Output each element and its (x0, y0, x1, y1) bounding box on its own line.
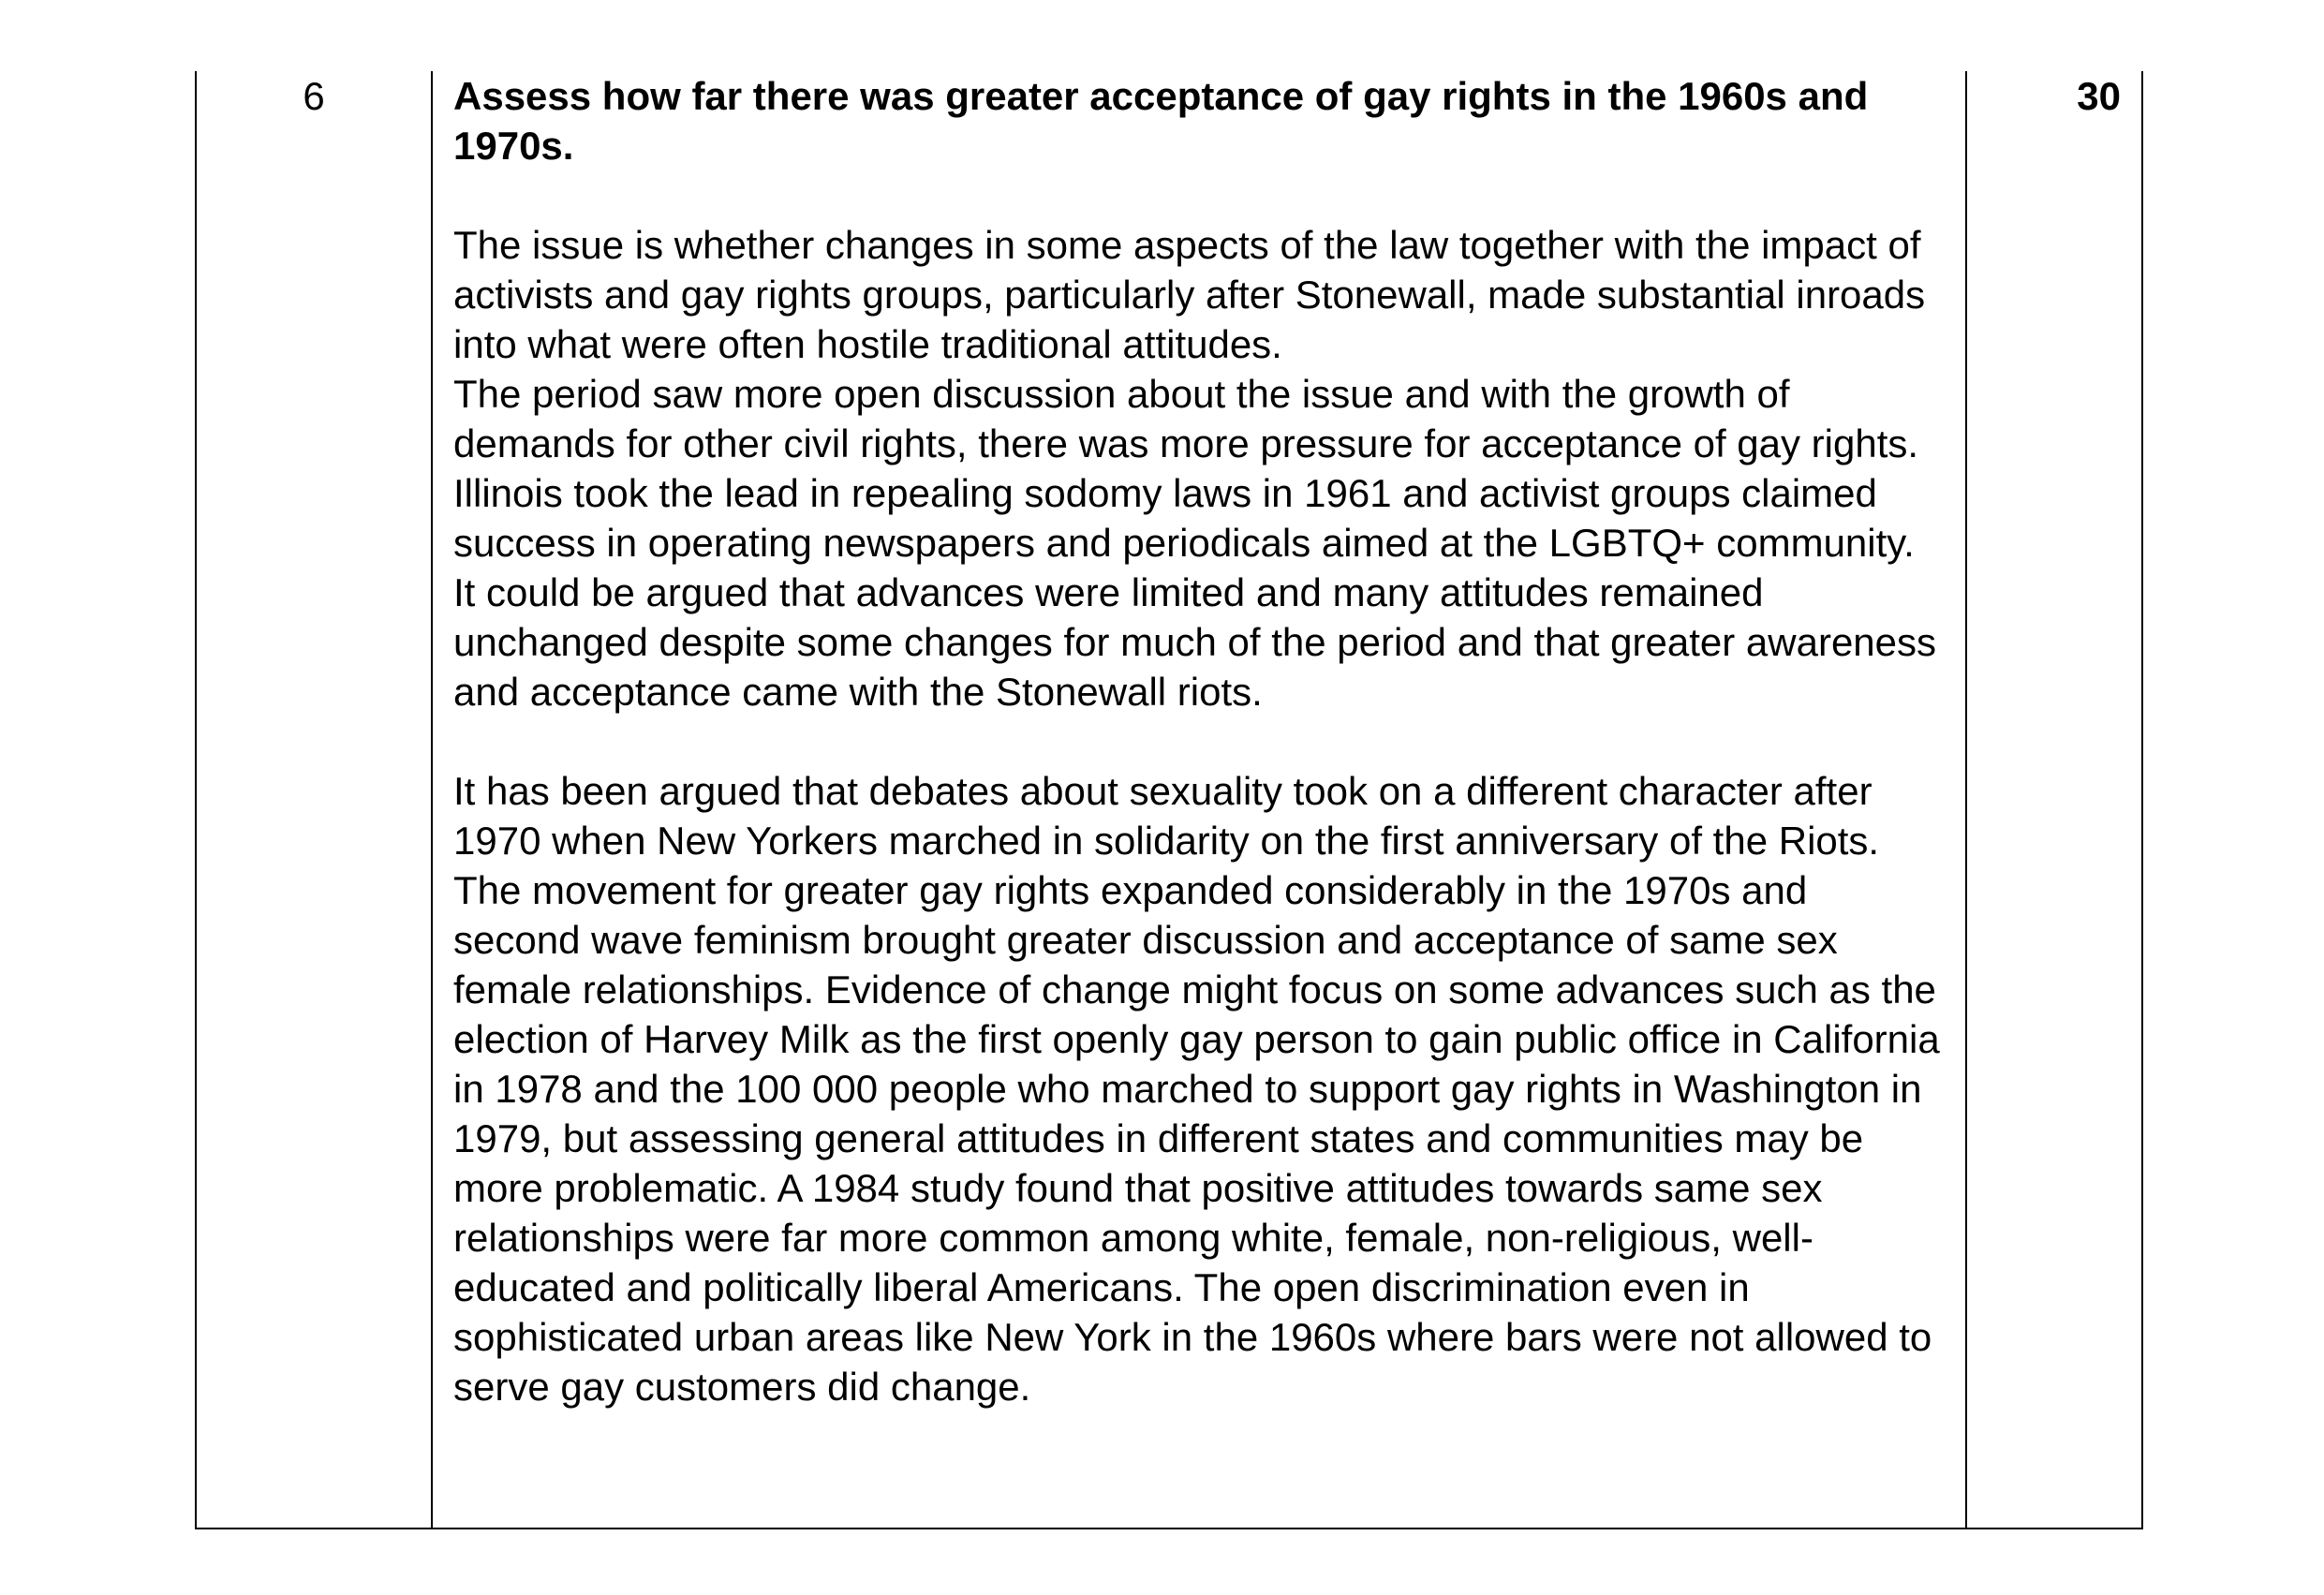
question-number: 6 (303, 74, 325, 118)
spacer (453, 716, 1945, 766)
guidance-paragraph-3: It has been argued that debates about sexuality took on a different character after 1970 when New Yorkers marched in solidarity on the first anniversary of the Riots. The movement for greater gay rights expanded considerably in the 1970s and second wave feminism brought greater discussion and acceptance of same sex female relationships. Evidence of change might focus on some advances such as the election of Harvey Milk as the first openly gay person to gain public office in California in 1978 and the 100 000 people who marched to support gay rights in Washington in 1979, but assessing general attitudes in different states and communities may be more problematic. A 1984 study found that positive attitudes towards same sex relationships were far more common among white, female, non-religious, well-educated and politically liberal Americans. The open discrimination even in sophisticated urban areas like New York in the 1960s where bars were not allowed to serve gay customers did change. (453, 769, 1940, 1409)
marks-cell (1967, 71, 2141, 1528)
marks-value: 30 (2077, 74, 2121, 118)
mark-scheme-table (195, 71, 2143, 1529)
guidance-paragraph-1: The issue is whether changes in some aspects of the law together with the impact of activists and gay rights groups, particularly after Stonewall, made substantial inroads into what were often hostile traditional attitudes. (453, 223, 1926, 366)
question-text: Assess how far there was greater acceptance of gay rights in the 1960s and 1970s. (453, 74, 1869, 168)
answer-guidance-cell (433, 71, 1967, 1528)
question-number-cell (197, 71, 433, 1528)
guidance-paragraph-2: The period saw more open discussion about the issue and with the growth of demands for other civil rights, there was more pressure for acceptance of gay rights. Illinois took the lead in repealing sodomy laws in 1961 and activist groups claimed success in operating newspapers and periodicals aimed at the LGBTQ+ community. It could be argued that advances were limited and many attitudes remained unchanged despite some changes for much of the period and that greater awareness and acceptance came with the Stonewall riots. (453, 372, 1937, 714)
spacer (453, 170, 1945, 220)
